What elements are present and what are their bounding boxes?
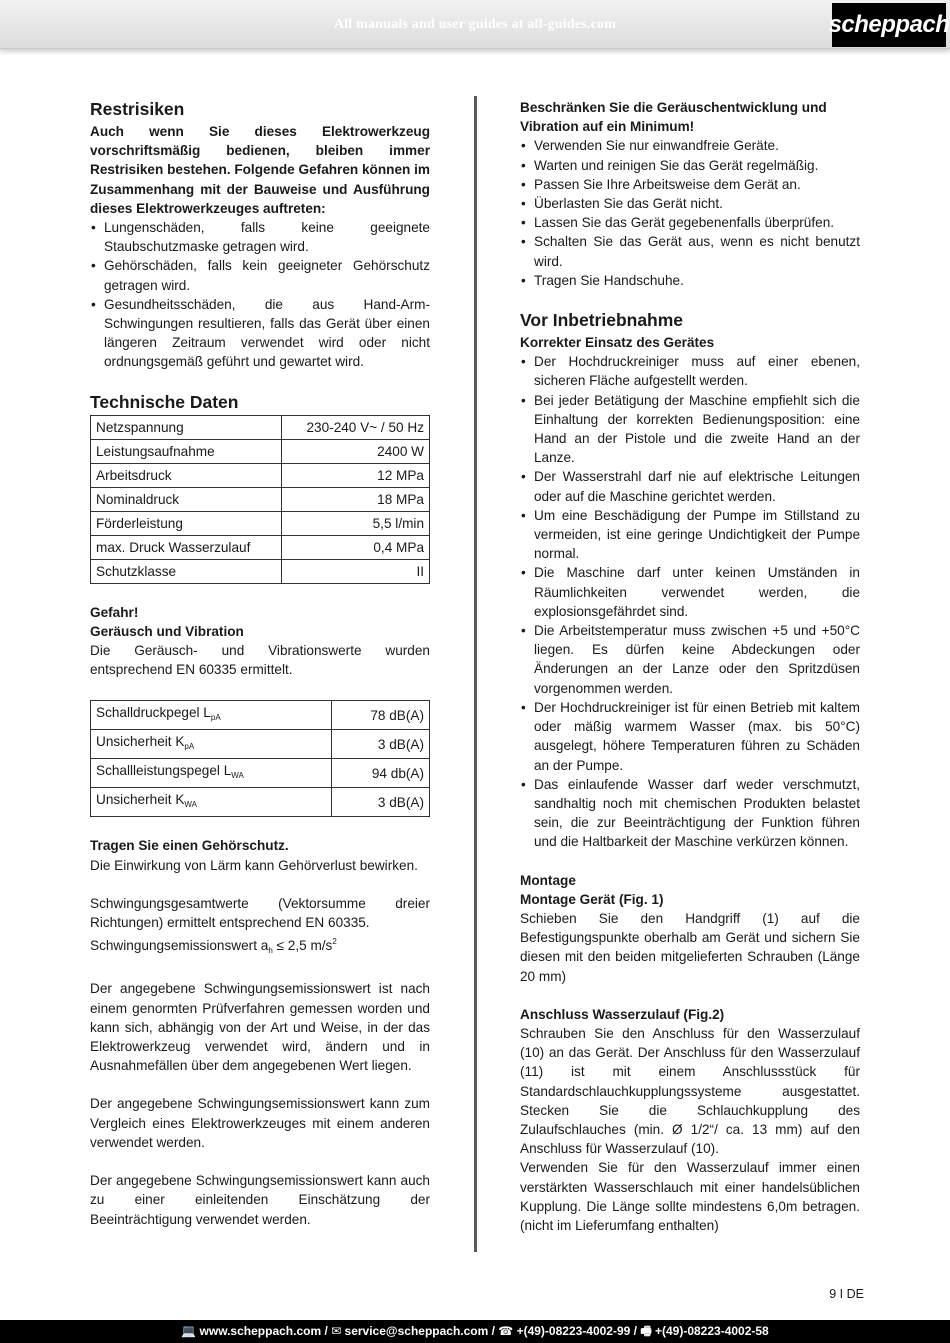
table-cell: 3 dB(A)	[331, 788, 429, 817]
list-item: • Lungenschäden, falls keine geeignete Staubschutzmaske getragen wird.	[90, 218, 430, 256]
page-number: 9 I DE	[829, 1287, 864, 1301]
montage-geraet-text: Schieben Sie den Handgriff (1) auf die Befestigungspunkte oberhalb am Gerät und sichern Sie diesen mit den beiden mitgelieferten Schrauben (Länge 20 mm)	[520, 910, 860, 984]
table-cell: Leistungsaufnahme	[91, 439, 282, 463]
list-item: • Gesundheitsschäden, die aus Hand-Arm- Schwingungen resultieren, falls das Gerät über einen längeren Zeitraum verwendet wird oder nicht ordnungsgemäß geführt und gewartet wird.	[90, 295, 430, 372]
list-item: • Tragen Sie Handschuhe.	[520, 271, 860, 290]
schwingung-suffix: ≤ 2,5 m/s	[272, 938, 333, 954]
table-row	[91, 511, 430, 535]
list-item: • Gehörschäden, falls kein geeigneter Gehörschutz getragen wird.	[90, 256, 430, 294]
technische-daten-heading: Technische Daten	[90, 391, 239, 412]
restrisiken-intro: Auch wenn Sie dieses Elektrowerkzeug vorschriftsmäßig bedienen, bleiben immer Restrisiken bestehen. Folgende Gefahren können im Zusammenhang mit der Bauweise und Ausführung dieses Elektrowerkzeuges auftreten:	[90, 124, 430, 216]
table-row	[91, 788, 430, 817]
page-header	[0, 0, 950, 49]
noise-label: Unsicherheit K	[96, 734, 185, 750]
schwingung-text: Schwingungsgesamtwerte (Vektorsumme dreier Richtungen) ermittelt entsprechend EN 60335.	[90, 895, 430, 931]
noise-label: Unsicherheit K	[96, 792, 185, 808]
list-item: • Lassen Sie das Gerät gegebenenfalls überprüfen.	[520, 213, 860, 232]
table-cell: 0,4 MPa	[281, 535, 429, 559]
table-cell	[91, 759, 332, 788]
table-row	[91, 535, 430, 559]
geraeusch-heading: Geräusch und Vibration	[90, 623, 244, 639]
list-item: • Der Wasserstrahl darf nie auf elektrische Leitungen oder auf die Maschine gerichtet werden.	[520, 467, 860, 505]
table-row	[91, 559, 430, 583]
table-cell: II	[281, 559, 429, 583]
anschluss-text: Verwenden Sie für den Wasserzulauf immer einen verstärkten Wasserschlauch mit einer handelsüblichen Kupplung. Die Länge sollte mindestens 6,0m betragen. (nicht im Lieferumfang enthalten)	[520, 1160, 860, 1233]
restrisiken-list	[90, 218, 430, 372]
table-cell: max. Druck Wasserzulauf	[91, 535, 282, 559]
schwingung-prefix: Schwingungsemissionswert a	[90, 938, 269, 954]
gehoerschutz-text: Die Einwirkung von Lärm kann Gehörverlust bewirken.	[90, 857, 418, 873]
list-item: • Der Hochdruckreiniger muss auf einer ebenen, sicheren Fläche aufgestellt werden.	[520, 352, 860, 390]
page-footer: 💻 www.scheppach.com / ✉ service@scheppach.com / ☎ +(49)-08223-4002-99 / 🖷 +(49)-08223-4002-58	[0, 1320, 950, 1343]
minimieren-list	[520, 136, 860, 290]
table-cell: 5,5 l/min	[281, 511, 429, 535]
left-column	[90, 98, 430, 1229]
list-item: • Passen Sie Ihre Arbeitsweise dem Gerät an.	[520, 175, 860, 194]
restrisiken-heading: Restrisiken	[90, 99, 185, 119]
table-cell: 2400 W	[281, 439, 429, 463]
paragraph: Der angegebene Schwingungsemissionswert kann auch zu einer einleitenden Einschätzung der Beeinträchtigung verwendet werden.	[90, 1173, 430, 1227]
noise-label: Schalldruckpegel L	[96, 705, 211, 721]
table-cell	[91, 730, 332, 759]
minimieren-heading: Beschränken Sie die Geräuschentwicklung und Vibration auf ein Minimum!	[520, 100, 827, 135]
list-item: • Warten und reinigen Sie das Gerät regelmäßig.	[520, 156, 860, 175]
table-cell	[91, 788, 332, 817]
schwingung-superscript: 2	[332, 937, 337, 947]
paragraph: Der angegebene Schwingungsemissionswert kann zum Vergleich eines Elektrowerkzeuges mit einem anderen verwendet werden.	[90, 1096, 430, 1150]
table-cell: Förderleistung	[91, 511, 282, 535]
gefahr-label: Gefahr!	[90, 604, 139, 620]
noise-subscript: pA	[184, 742, 195, 752]
table-row	[91, 701, 430, 730]
table-cell	[91, 701, 332, 730]
table-cell: Nominaldruck	[91, 487, 282, 511]
technical-data-table	[90, 415, 430, 584]
table-row	[91, 487, 430, 511]
montage-geraet-heading: Montage Gerät (Fig. 1)	[520, 891, 664, 907]
list-item: • Das einlaufende Wasser darf weder verschmutzt, sandhaltig noch mit chemischen Produkten belastet sein, die zur Beeinträchtigung der Funktion führen und die Haltbarkeit der Maschine verkürzen können.	[520, 775, 860, 852]
noise-label: Schallleistungspegel L	[96, 763, 232, 779]
table-cell: 94 db(A)	[331, 759, 429, 788]
list-item: • Die Maschine darf unter keinen Umständen in Räumlichkeiten verwendet werden, die explosionsgefährdet sind.	[520, 563, 860, 621]
noise-subscript: pA	[210, 713, 221, 723]
montage-heading: Montage	[520, 872, 576, 888]
column-divider	[474, 96, 477, 1252]
table-row	[91, 415, 430, 439]
list-item: • Die Arbeitstemperatur muss zwischen +5 und +50°C liegen. Es dürfen keine Abdeckungen oder Änderungen an der Lanze oder den Spritzdüsen vorgenommen werden.	[520, 621, 860, 698]
list-item: • Der Hochdruckreiniger ist für einen Betrieb mit kaltem oder mäßig warmem Wasser (max. bis 50°C) ausgelegt, höhere Temperaturen führen zu Schäden an der Pumpe.	[520, 698, 860, 775]
watermark-text: All manuals and user guides at all-guides.com	[333, 17, 617, 32]
table-cell: Netzspannung	[91, 415, 282, 439]
paragraph: Der angegebene Schwingungsemissionswert ist nach einem genormten Prüfverfahren gemessen worden und kann sich, abhängig von der Art und Weise, in der das Elektrowerkzeug verwendet wird, ändern und in Ausnahmefällen über dem angegebenen Wert liegen.	[90, 981, 430, 1074]
table-cell: Schutzklasse	[91, 559, 282, 583]
schwingung-value	[90, 932, 430, 960]
table-row	[91, 439, 430, 463]
list-item: • Überlasten Sie das Gerät nicht.	[520, 194, 860, 213]
list-item: • Schalten Sie das Gerät aus, wenn es nicht benutzt wird.	[520, 232, 860, 270]
einsatz-list	[520, 352, 860, 851]
noise-subscript: WA	[231, 771, 244, 781]
list-item: • Bei jeder Betätigung der Maschine empfiehlt sich die Einhaltung der korrekten Bedienungsposition: eine Hand an der Pistole und die zweite Hand an der Lanze.	[520, 391, 860, 468]
geraeusch-text: Die Geräusch- und Vibrationswerte wurden entsprechend EN 60335 ermittelt.	[90, 643, 430, 678]
list-item: • Verwenden Sie nur einwandfreie Geräte.	[520, 136, 860, 155]
inbetriebnahme-heading: Vor Inbetriebnahme	[520, 310, 684, 331]
gehoerschutz-heading: Tragen Sie einen Gehörschutz.	[90, 838, 289, 854]
table-cell: 18 MPa	[281, 487, 429, 511]
einsatz-heading: Korrekter Einsatz des Gerätes	[520, 335, 715, 351]
table-row	[91, 730, 430, 759]
table-cell: Arbeitsdruck	[91, 463, 282, 487]
scheppach-logo: scheppach	[832, 3, 946, 47]
list-item: • Um eine Beschädigung der Pumpe im Stillstand zu vermeiden, ist eine geringe Undichtigkeit der Pumpe normal.	[520, 506, 860, 564]
table-cell: 78 dB(A)	[331, 701, 429, 730]
schwingung-subscript: h	[268, 946, 273, 956]
table-cell: 3 dB(A)	[331, 730, 429, 759]
noise-subscript: WA	[184, 800, 197, 810]
anschluss-text: Schrauben Sie den Anschluss für den Wasserzulauf (10) an das Gerät. Der Anschluss für den Wasserzulauf (11) ist mit einem Anschlussstück für Standardschlauchkupplungssysteme ausgestattet. Stecken Sie die Schlauchkupplung des Zulaufschlauches (min. Ø 1/2“/ ca. 13 mm) auf den Anschluss für Wasserzulauf (10).	[520, 1025, 860, 1157]
table-cell: 230-240 V~ / 50 Hz	[281, 415, 429, 439]
noise-table	[90, 700, 430, 817]
table-cell: 12 MPa	[281, 463, 429, 487]
anschluss-heading: Anschluss Wasserzulauf (Fig.2)	[520, 1006, 725, 1022]
table-row	[91, 463, 430, 487]
right-column	[520, 98, 860, 1235]
table-row	[91, 759, 430, 788]
